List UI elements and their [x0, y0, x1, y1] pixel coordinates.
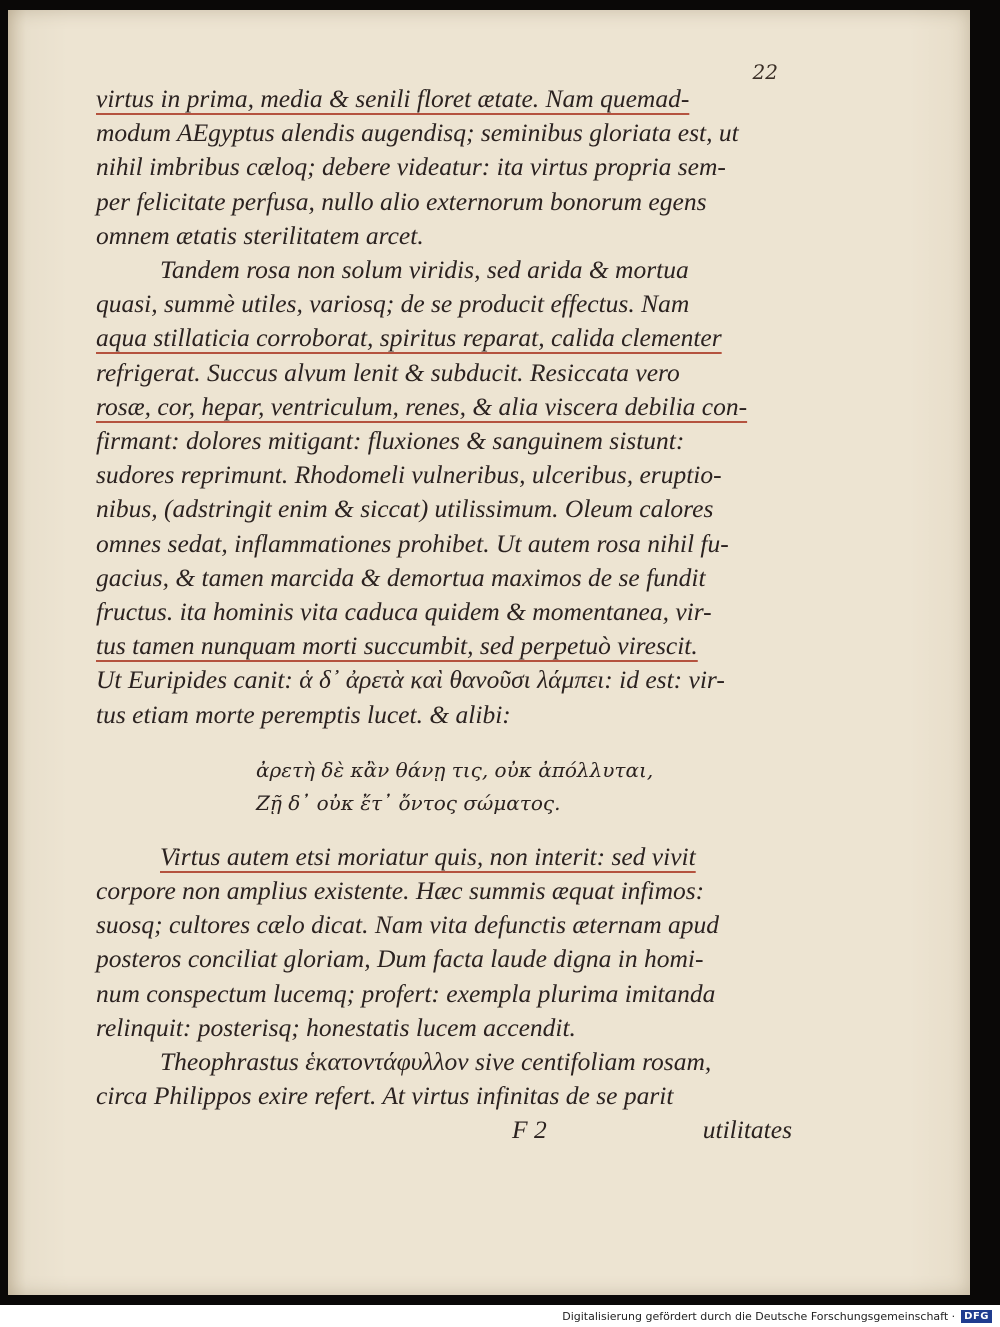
- paragraph-1: [96, 82, 806, 253]
- verse-line: ἀρετὴ δὲ κἂν θάνῃ τις, οὐκ ἀπόλλυται,: [256, 757, 654, 782]
- text-line: Tandem rosa non solum viridis, sed arida & mortua: [160, 255, 689, 285]
- text-line: posteros conciliat gloriam, Dum facta laude digna in homi-: [96, 944, 704, 974]
- page-foot: [96, 1113, 806, 1147]
- page-text: [96, 82, 806, 1147]
- verse-line: Ζῇ δ᾽ οὐκ ἔτ᾽ ὄντος σώματος.: [256, 790, 561, 815]
- text-line: quasi, summè utiles, variosq; de se producit effectus. Nam: [96, 289, 690, 319]
- signature-mark: F 2: [512, 1115, 547, 1145]
- text-line: omnem ætatis sterilitatem arcet.: [96, 220, 424, 250]
- paragraph-2: [96, 253, 806, 732]
- book-page: [8, 10, 970, 1295]
- text-line: Virtus autem etsi moriatur quis, non interit: sed vivit: [160, 841, 696, 871]
- text-line: omnes sedat, inflammationes prohibet. Ut autem rosa nihil fu-: [96, 528, 729, 558]
- text-line: tus etiam morte peremptis lucet. & alibi:: [96, 699, 511, 729]
- paragraph-3: [96, 840, 806, 1045]
- text-line: aqua stillaticia corroborat, spiritus reparat, calida clementer: [96, 323, 722, 353]
- text-line: firmant: dolores mitigant: fluxiones & sanguinem sistunt:: [96, 426, 685, 456]
- paragraph-4: [96, 1045, 806, 1113]
- text-line: nibus, (adstringit enim & siccat) utilissimum. Oleum calores: [96, 494, 714, 524]
- text-line: gacius, & tamen marcida & demortua maximos de se fundit: [96, 562, 706, 592]
- text-line: nihil imbribus cæloq; debere videatur: ita virtus propria sem-: [96, 152, 726, 182]
- text-line: relinquit: posterisq; honestatis lucem accendit.: [96, 1012, 576, 1042]
- text-line: num conspectum lucemq; profert: exempla plurima imitanda: [96, 978, 716, 1008]
- text-line: fructus. ita hominis vita caduca quidem & momentanea, vir-: [96, 597, 712, 627]
- dfg-logo-icon[interactable]: DFG: [961, 1310, 992, 1323]
- digitization-credit: [562, 1308, 992, 1324]
- text-line: rosæ, cor, hepar, ventriculum, renes, & alia viscera debilia con-: [96, 391, 748, 421]
- text-line: virtus in prima, media & senili floret ætate. Nam quemad-: [96, 84, 690, 113]
- text-line: modum AEgyptus alendis augendisq; seminibus gloriata est, ut: [96, 118, 739, 148]
- credit-text: Digitalisierung gefördert durch die Deutsche Forschungsgemeinschaft ·: [562, 1309, 956, 1323]
- text-line: circa Philippos exire refert. At virtus infinitas de se parit: [96, 1081, 674, 1111]
- text-line: Theophrastus ἑκατοντάφυλλον sive centifoliam rosam,: [160, 1047, 712, 1077]
- greek-verse: [256, 754, 806, 820]
- catchword: utilitates: [702, 1115, 792, 1145]
- text-line: suosq; cultores cælo dicat. Nam vita defunctis æternam apud: [96, 910, 720, 940]
- page-number: 22: [752, 60, 778, 84]
- text-line: refrigerat. Succus alvum lenit & subducit. Resiccata vero: [96, 357, 680, 387]
- text-line: per felicitate perfusa, nullo alio externorum bonorum egens: [96, 186, 707, 216]
- text-line: tus tamen nunquam morti succumbit, sed perpetuò virescit.: [96, 631, 698, 661]
- text-line: Ut Euripides canit: ἁ δ᾽ ἀρετὰ καὶ θανοῦσι λάμπει: id est: vir-: [96, 665, 725, 695]
- text-line: corpore non amplius existente. Hæc summis æquat infimos:: [96, 876, 705, 906]
- text-line: sudores reprimunt. Rhodomeli vulneribus, ulceribus, eruptio-: [96, 460, 722, 490]
